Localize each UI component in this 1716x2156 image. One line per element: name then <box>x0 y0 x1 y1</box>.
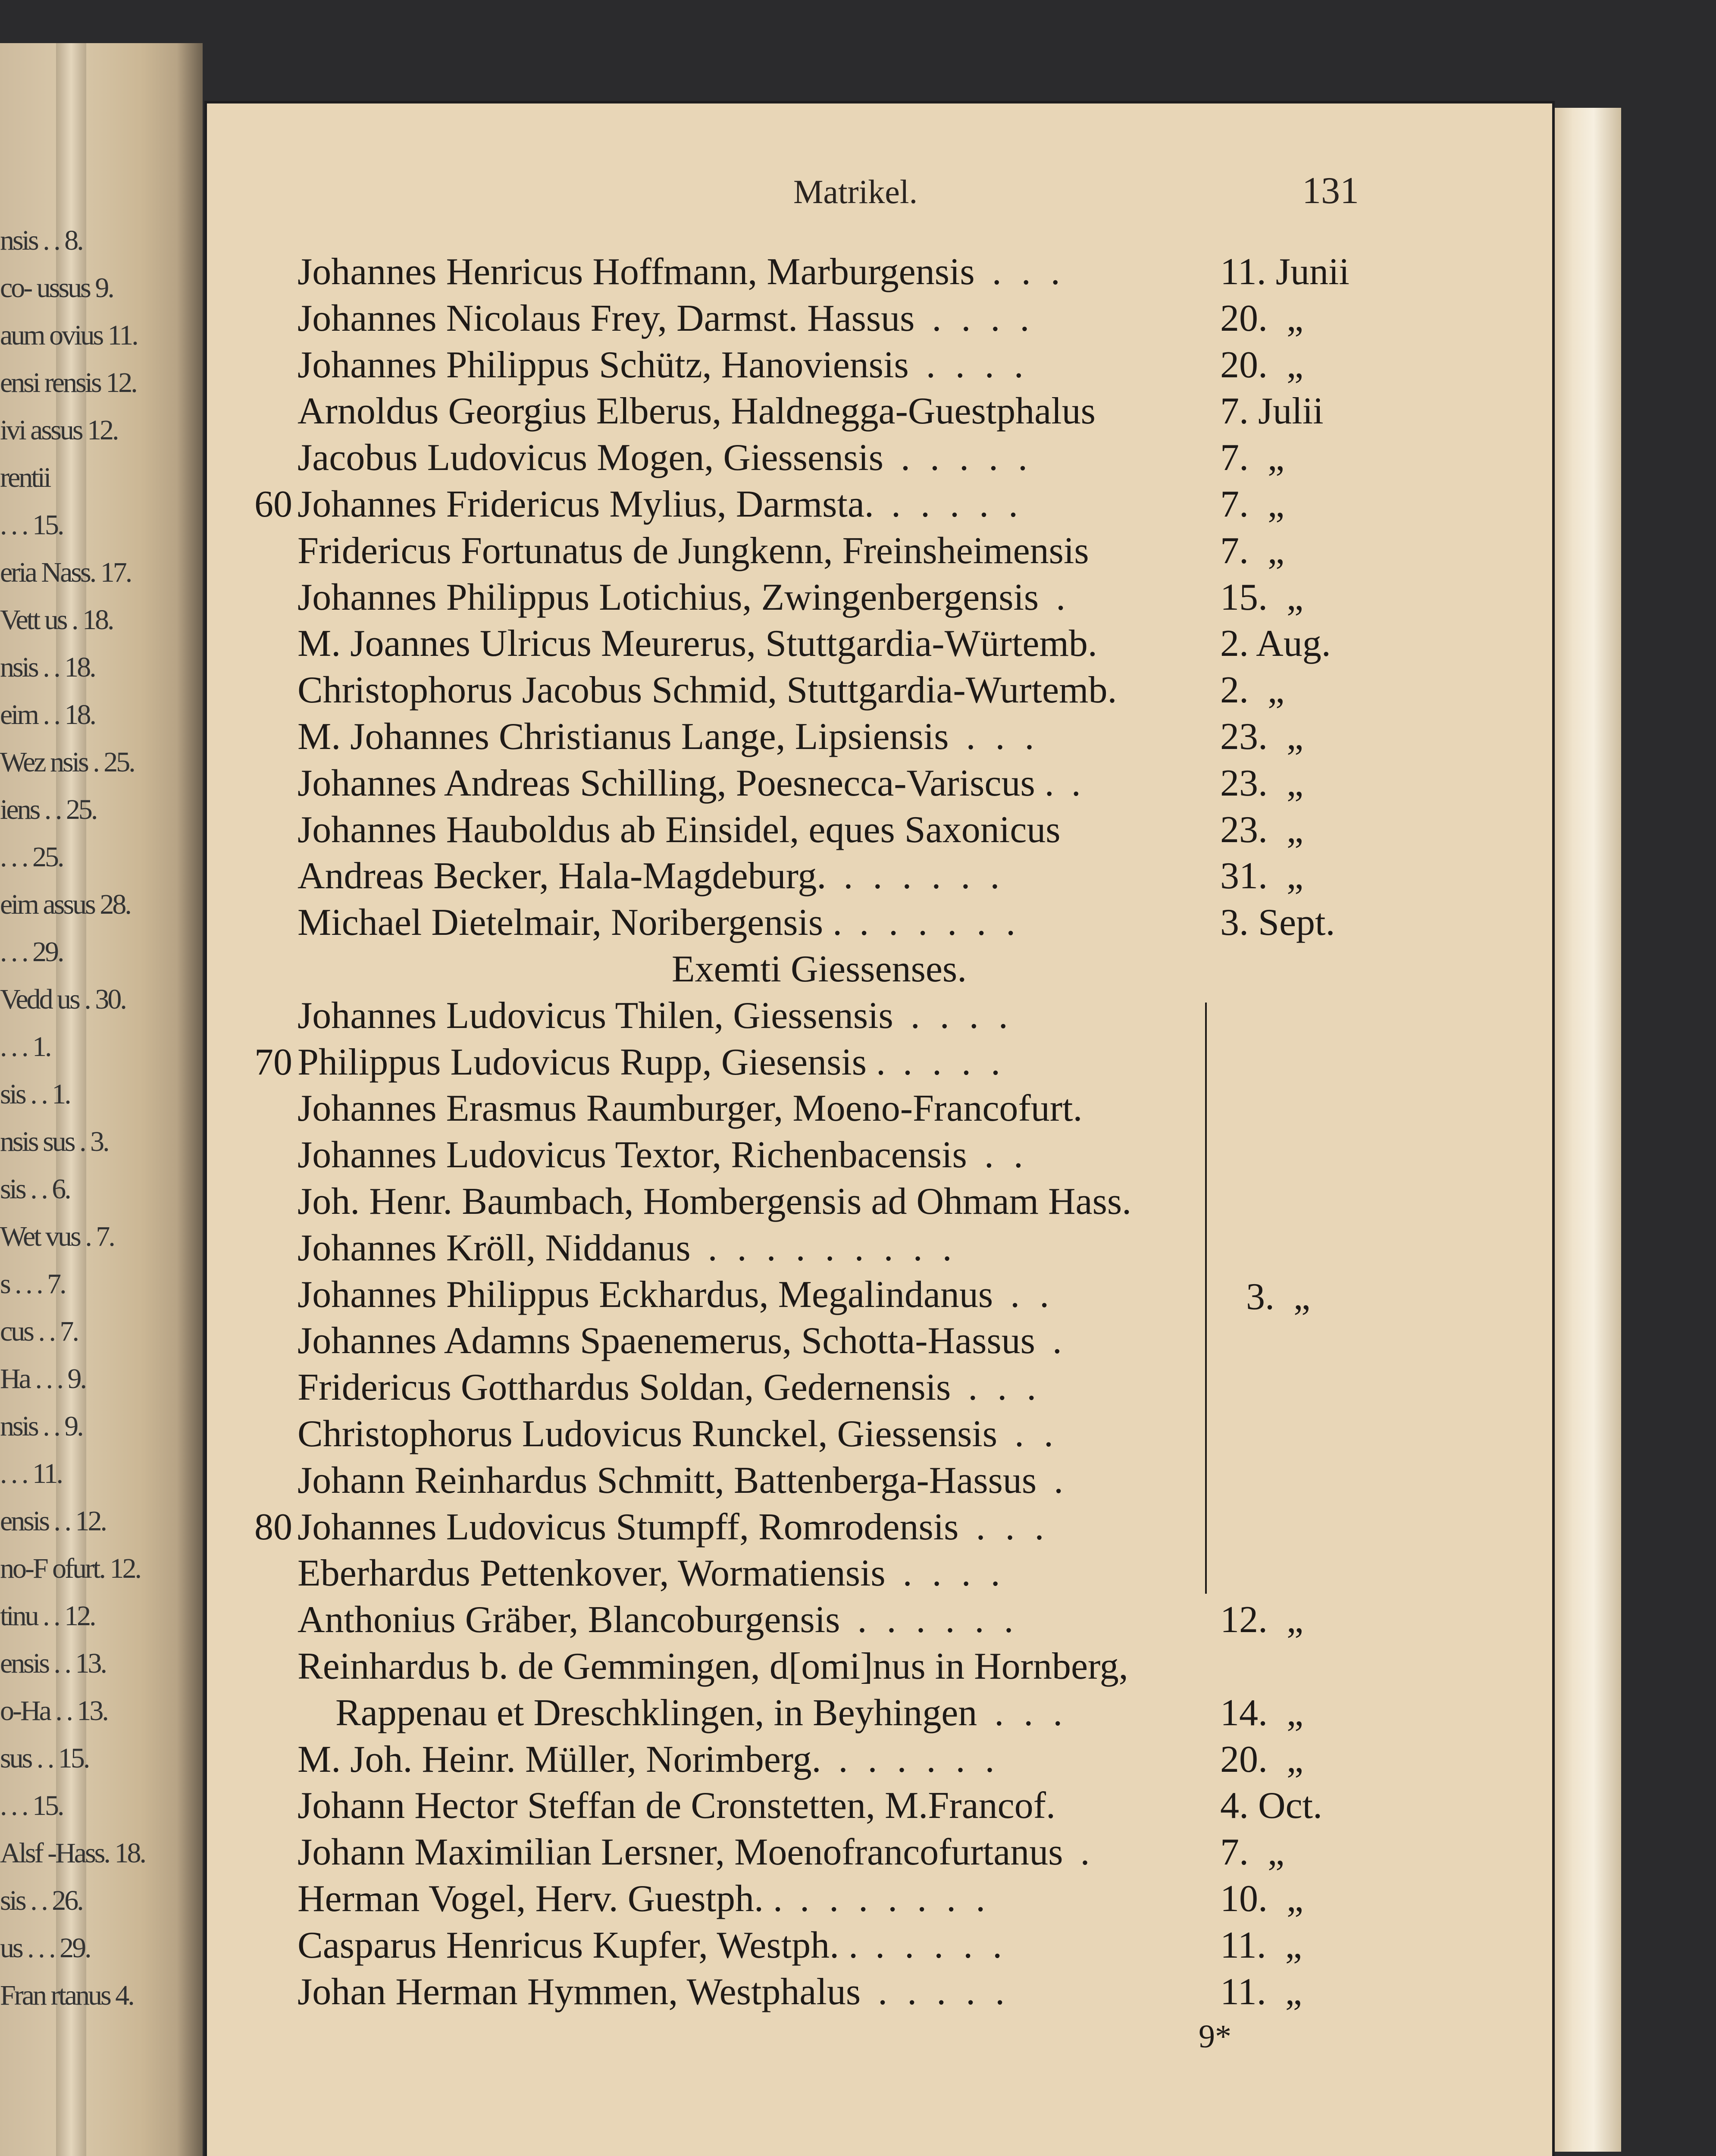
leader-dots: . . . . <box>903 1041 1001 1083</box>
exemti-shared-date <box>207 1275 1552 1322</box>
exemti-row <box>207 1459 1552 1505</box>
left-page-fragment: co- ussus 9. <box>0 272 113 304</box>
signature-mark: 9* <box>1199 2018 1231 2055</box>
entry-name: Reinhardus b. de Gemmingen, d[omi]nus in Hornberg, <box>297 1645 1128 1687</box>
left-page-fragment: nsis sus . 3. <box>0 1126 108 1157</box>
entry-date: 7. „ <box>1220 483 1285 525</box>
entry-name: Christophorus Jacobus Schmid, Stuttgardia-Wurtemb. <box>297 669 1117 711</box>
left-page-fragment: s . . . 7. <box>0 1268 65 1300</box>
entry-name: Jacobus Ludovicus Mogen, Giessensis <box>297 437 883 479</box>
entry-date: 23. „ <box>1220 716 1304 758</box>
entry-date: 14. „ <box>1220 1692 1304 1734</box>
leader-dots: . . . <box>968 1366 1036 1409</box>
left-page-fragment: ensis . . 12. <box>0 1505 106 1537</box>
entry-date: 11. Junii <box>1220 251 1350 293</box>
entry-number: 60 <box>254 483 292 525</box>
leader-dots: . <box>1056 576 1066 618</box>
left-page-fragment: cus . . 7. <box>0 1316 78 1347</box>
matriculation-row <box>207 529 1552 576</box>
matriculation-row <box>207 483 1552 529</box>
entry-date: 7. „ <box>1220 1831 1285 1874</box>
page-number: 131 <box>1302 170 1359 212</box>
entry-date: 3. Sept. <box>1220 902 1335 944</box>
entry-name: Johannes Nicolaus Frey, Darmst. Hassus <box>297 297 915 339</box>
entry-name: Andreas Becker, Hala-Magdeburg. <box>297 855 827 897</box>
leader-dots: . . . <box>992 251 1060 293</box>
entry-date: 7. „ <box>1220 437 1285 479</box>
entry-name: Anthonius Gräber, Blancoburgensis <box>297 1599 840 1641</box>
matriculation-row <box>207 1924 1552 1970</box>
left-page-fragment: sis . . 1. <box>0 1078 70 1110</box>
left-page-fragment: . . . 29. <box>0 936 63 968</box>
left-page-fragment: eria Nass. 17. <box>0 557 131 588</box>
leader-dots: . . . . . . <box>859 902 1016 944</box>
entry-date: 3. „ <box>1246 1275 1311 1318</box>
left-page-fragment: . . . 15. <box>0 509 63 541</box>
leader-dots: . . <box>1015 1413 1054 1455</box>
exemti-row <box>207 1319 1552 1366</box>
leader-dots: . <box>1054 1459 1064 1501</box>
entry-name: Johannes Erasmus Raumburger, Moeno-Francofurt. <box>297 1087 1083 1130</box>
matriculation-row <box>207 901 1552 947</box>
left-page-fragment: us . . . 29. <box>0 1932 90 1964</box>
entry-name: Eberhardus Pettenkover, Wormatiensis <box>297 1552 886 1595</box>
entry-date: 31. „ <box>1220 855 1304 897</box>
exemti-row <box>207 1551 1552 1598</box>
entry-name: Johann Maximilian Lersner, Moenofrancofurtanus <box>297 1831 1063 1874</box>
left-facing-page <box>0 43 203 2156</box>
leader-dots: . . . . . <box>900 437 1027 479</box>
leader-dots: . <box>1080 1831 1090 1874</box>
leader-dots: . . . . . . . <box>800 1878 986 1920</box>
left-page-fragment: eim . . 18. <box>0 699 95 730</box>
leader-dots: . . . <box>994 1692 1063 1734</box>
entry-date: 2. Aug. <box>1220 623 1331 665</box>
entry-date: 23. „ <box>1220 808 1304 851</box>
exemti-row <box>207 1180 1552 1226</box>
entry-name: Johannes Philippus Lotichius, Zwingenbergensis <box>297 576 1039 618</box>
left-page-fragment: . . . 11. <box>0 1458 62 1489</box>
exemti-row <box>207 994 1552 1040</box>
leader-dots: . . . . <box>902 1552 1000 1595</box>
entry-date: 20. „ <box>1220 297 1304 339</box>
matriculation-row <box>207 668 1552 715</box>
entry-date: 4. Oct. <box>1220 1785 1323 1827</box>
left-page-fragment: nsis . . 18. <box>0 652 95 683</box>
leader-dots: . . . . . <box>878 1971 1005 2013</box>
entry-date: 10. „ <box>1220 1878 1304 1920</box>
entry-date: 12. „ <box>1220 1599 1304 1641</box>
left-page-fragment: iens . . 25. <box>0 794 97 825</box>
leader-dots: . . . . <box>932 297 1030 339</box>
section-heading: Exemti Giessenses. <box>671 948 967 990</box>
left-page-fragment: . . . 25. <box>0 841 63 873</box>
matriculation-row <box>207 1784 1552 1830</box>
leader-dots: . . . . . . <box>838 1738 995 1780</box>
entry-date: 20. „ <box>1220 1738 1304 1780</box>
matriculation-row <box>207 1830 1552 1877</box>
book-page <box>207 103 1552 2156</box>
left-page-fragment: eim assus 28. <box>0 889 130 920</box>
left-page-fragment: Vett us . 18. <box>0 604 113 636</box>
left-page-fragment: sis . . 26. <box>0 1885 82 1916</box>
matriculation-row <box>207 761 1552 808</box>
left-page-fragment: ensis . . 13. <box>0 1648 106 1679</box>
leader-dots: . . . . . . <box>857 1599 1014 1641</box>
entry-name: Johannes Philippus Schütz, Hanoviensis <box>297 344 909 386</box>
entry-number: 80 <box>254 1506 292 1548</box>
matriculation-row <box>207 808 1552 855</box>
entry-name: Casparus Henricus Kupfer, Westph. . <box>297 1924 858 1966</box>
entry-date: 15. „ <box>1220 576 1304 618</box>
matriculation-row <box>207 1598 1552 1645</box>
left-page-fragment: . . . 1. <box>0 1031 50 1062</box>
entry-name: Fridericus Gotthardus Soldan, Gedernensis <box>297 1366 951 1409</box>
exemti-row <box>207 1226 1552 1273</box>
entry-name: M. Johannes Christianus Lange, Lipsiensis <box>297 716 949 758</box>
entry-date: 11. „ <box>1220 1924 1302 1966</box>
entry-name: Fridericus Fortunatus de Jungkenn, Freinsheimensis <box>297 530 1089 572</box>
entry-date: 11. „ <box>1220 1971 1302 2013</box>
entry-name: Johannes Ludovicus Stumpff, Romrodensis <box>297 1506 959 1548</box>
leader-dots: . . . . <box>926 344 1024 386</box>
leader-dots: . . . . . . . . . <box>708 1227 952 1269</box>
matriculation-row <box>207 1691 1552 1738</box>
left-page-fragment: nsis . . 8. <box>0 225 82 256</box>
entry-name: Johannes Fridericus Mylius, Darmsta. <box>297 483 874 525</box>
left-page-fragment: Alsf -Hass. 18. <box>0 1837 145 1869</box>
matriculation-row <box>207 576 1552 622</box>
entry-name: M. Joh. Heinr. Müller, Norimberg. <box>297 1738 821 1780</box>
entry-name: M. Joannes Ulricus Meurerus, Stuttgardia-Würtemb. <box>297 623 1097 665</box>
entry-name: Johannes Hauboldus ab Einsidel, eques Saxonicus <box>297 808 1061 851</box>
entry-name: Johannes Henricus Hoffmann, Marburgensis <box>297 251 975 293</box>
left-page-fragment: aum ovius 11. <box>0 320 137 351</box>
entry-name: Johan Herman Hymmen, Westphalus <box>297 1971 861 2013</box>
matriculation-row <box>207 1970 1552 2017</box>
entry-name: Johannes Ludovicus Thilen, Giessensis <box>297 994 893 1037</box>
exemti-row <box>207 1366 1552 1412</box>
left-page-fragment: nsis . . 9. <box>0 1410 82 1442</box>
left-page-fragment: sus . . 15. <box>0 1742 89 1774</box>
leader-dots: . <box>1071 762 1081 804</box>
exemti-row <box>207 1505 1552 1552</box>
entry-date: 20. „ <box>1220 344 1304 386</box>
left-page-fragment: sis . . 6. <box>0 1173 70 1205</box>
leader-dots: . . . . . <box>875 1924 1002 1966</box>
left-page-fragment: Wet vus . 7. <box>0 1221 114 1252</box>
matriculation-row <box>207 1738 1552 1784</box>
entry-date: 7. Julii <box>1220 390 1324 432</box>
page-edge <box>1552 108 1621 2152</box>
entry-name: Johannes Kröll, Niddanus <box>297 1227 691 1269</box>
entry-name: Johann Hector Steffan de Cronstetten, M.Francof. <box>297 1785 1055 1827</box>
matriculation-row <box>207 389 1552 436</box>
exemti-row <box>207 1087 1552 1133</box>
entry-name: Johann Reinhardus Schmitt, Battenberga-Hassus <box>297 1459 1037 1501</box>
leader-dots: . . <box>984 1134 1023 1176</box>
matriculation-row <box>207 854 1552 901</box>
left-page-fragment: Ha . . . 9. <box>0 1363 85 1395</box>
matriculation-row <box>207 622 1552 668</box>
entry-name: Herman Vogel, Herv. Guestph. . <box>297 1878 783 1920</box>
left-page-fragment: o-Ha . . 13. <box>0 1695 107 1727</box>
entry-name: Johannes Andreas Schilling, Poesnecca-Variscus . <box>297 762 1054 804</box>
matriculation-row <box>207 715 1552 761</box>
left-page-fragment: Fran rtanus 4. <box>0 1980 133 2011</box>
matriculation-row <box>207 343 1552 390</box>
entry-name: Johannes Adamns Spaenemerus, Schotta-Hassus <box>297 1320 1035 1362</box>
entry-name: Philippus Ludovicus Rupp, Giesensis . <box>297 1041 886 1083</box>
exemti-row <box>207 1040 1552 1087</box>
entry-name: Johannes Philippus Eckhardus, Megalindanus <box>297 1273 993 1316</box>
entry-name: Johannes Ludovicus Textor, Richenbacensis <box>297 1134 967 1176</box>
leader-dots: . . . . <box>910 994 1008 1037</box>
left-page-fragment: rentii <box>0 462 50 493</box>
entry-date: 23. „ <box>1220 762 1304 804</box>
leader-dots: . <box>1052 1320 1062 1362</box>
entry-number: 70 <box>254 1041 292 1083</box>
left-page-fragment: no-F ofurt. 12. <box>0 1553 140 1584</box>
left-page-fragment: ensi rensis 12. <box>0 367 136 398</box>
left-page-fragment: . . . 15. <box>0 1790 63 1821</box>
entry-date: 2. „ <box>1220 669 1285 711</box>
matriculation-row <box>207 250 1552 297</box>
left-page-fragment: Wez nsis . 25. <box>0 746 134 778</box>
left-page-fragment: ivi assus 12. <box>0 414 118 446</box>
matriculation-row <box>207 1877 1552 1924</box>
entry-name: Arnoldus Georgius Elberus, Haldnegga-Guestphalus <box>297 390 1096 432</box>
leader-dots: . . . . . <box>891 483 1018 525</box>
entry-name: Joh. Henr. Baumbach, Hombergensis ad Ohmam Hass. <box>297 1181 1132 1222</box>
entry-date: 7. „ <box>1220 530 1285 572</box>
leader-dots: . . . <box>966 716 1034 758</box>
left-page-fragment: Vedd us . 30. <box>0 984 125 1015</box>
leader-dots: . . . . . . <box>843 855 1000 897</box>
matriculation-row <box>207 1645 1552 1691</box>
exemti-row <box>207 1133 1552 1180</box>
entry-name: Michael Dietelmair, Noribergensis . <box>297 902 842 944</box>
leader-dots: . . . <box>976 1506 1044 1548</box>
entry-name: Christophorus Ludovicus Runckel, Giessensis <box>297 1413 998 1455</box>
matriculation-row <box>207 297 1552 343</box>
entry-name: Rappenau et Dreschklingen, in Beyhingen <box>297 1692 977 1734</box>
leader-dots: . . <box>1010 1273 1049 1316</box>
matriculation-row <box>207 436 1552 483</box>
exemti-row <box>207 1412 1552 1459</box>
running-head: Matrikel. <box>793 173 918 210</box>
left-page-fragment: tinu . . 12. <box>0 1600 95 1632</box>
